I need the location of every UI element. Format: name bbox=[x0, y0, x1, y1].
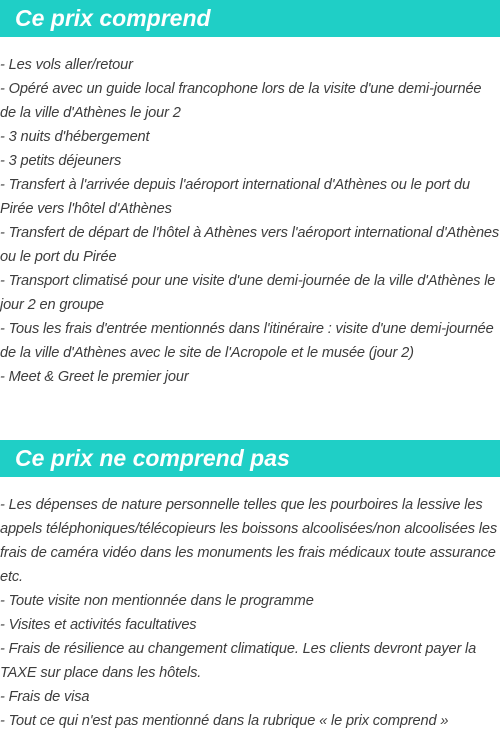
included-item: - 3 petits déjeuners bbox=[0, 153, 122, 169]
included-item: - Transfert à l'arrivée depuis l'aéroport international d'Athènes ou le port du Pirée vers l'hôtel d'Athènes bbox=[0, 177, 470, 217]
included-section-title: Ce prix comprend bbox=[0, 0, 500, 37]
included-item: - Tous les frais d'entrée mentionnés dans l'itinéraire : visite d'une demi-journée de la ville d'Athènes avec le site de l'Acropole et le musée (jour 2) bbox=[0, 321, 494, 361]
excluded-item: - Frais de résilience au changement climatique. Les clients devront payer la TAXE sur place dans les hôtels. bbox=[0, 641, 477, 681]
excluded-item: - Visites et activités facultatives bbox=[0, 617, 197, 633]
excluded-items-list bbox=[0, 493, 500, 733]
excluded-item: - Tout ce qui n'est pas mentionné dans la rubrique « le prix comprend » bbox=[0, 713, 449, 729]
excluded-item: - Toute visite non mentionnée dans le programme bbox=[0, 593, 314, 609]
included-item: - 3 nuits d'hébergement bbox=[0, 129, 150, 145]
included-items-list bbox=[0, 53, 500, 389]
included-item: - Transfert de départ de l'hôtel à Athènes vers l'aéroport international d'Athènes ou le port du Pirée bbox=[0, 225, 500, 265]
included-item: - Opéré avec un guide local francophone lors de la visite d'une demi-journée de la ville d'Athènes le jour 2 bbox=[0, 81, 482, 121]
excluded-item: - Les dépenses de nature personnelle telles que les pourboires la lessive les appels téléphoniques/télécopieurs les boissons alcoolisées/non alcoolisées les frais de caméra vidéo dans les monuments les frais médicaux toute assurance etc. bbox=[0, 497, 497, 585]
included-item: - Transport climatisé pour une visite d'une demi-journée de la ville d'Athènes le jour 2 en groupe bbox=[0, 273, 496, 313]
included-item: - Les vols aller/retour bbox=[0, 57, 133, 73]
excluded-section-title: Ce prix ne comprend pas bbox=[0, 440, 500, 477]
included-item: - Meet & Greet le premier jour bbox=[0, 369, 189, 385]
excluded-item: - Frais de visa bbox=[0, 689, 90, 705]
